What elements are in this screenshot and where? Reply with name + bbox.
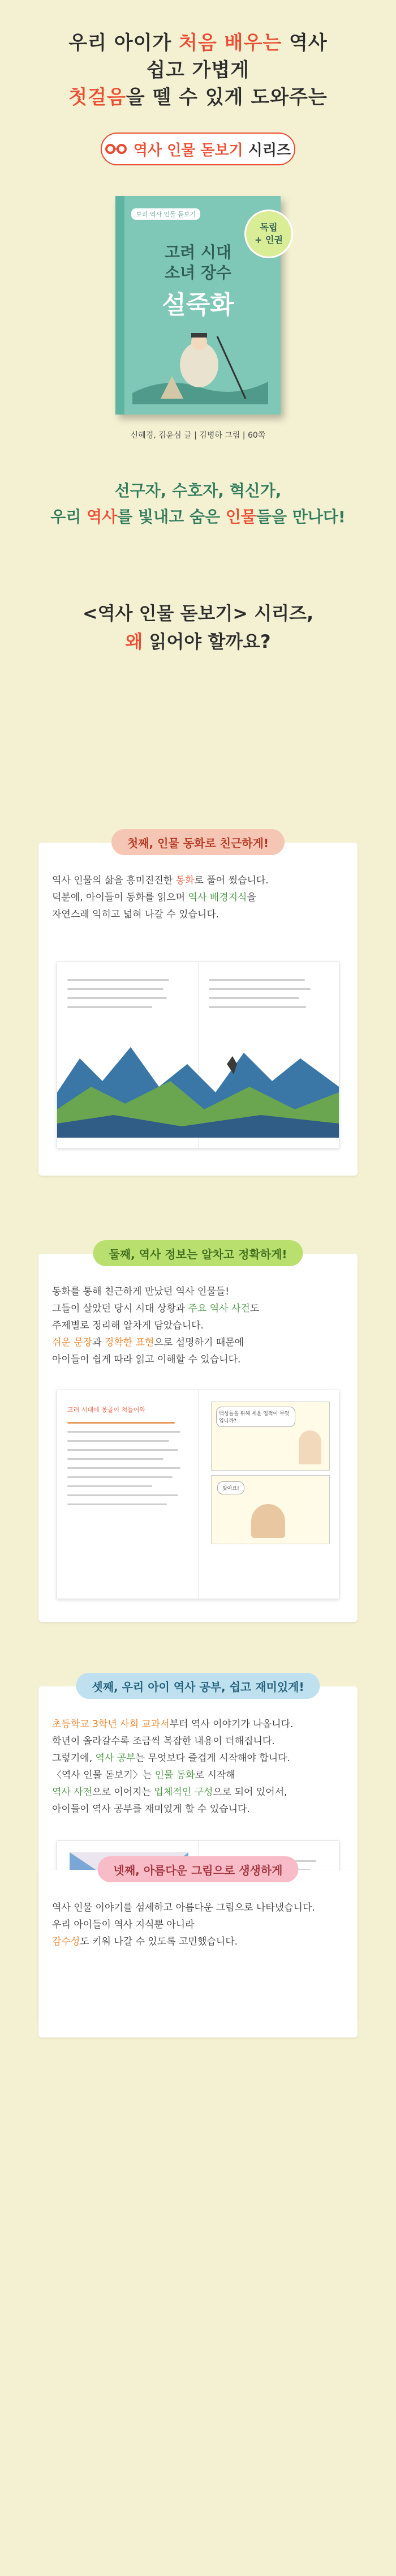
text-line (67, 988, 163, 990)
s2-p5: 아이들이 쉽게 따라 읽고 이해할 수 있습니다. (52, 1354, 241, 1365)
section-1-pill: 첫째, 인물 동화로 친근하게! (111, 829, 285, 855)
section-card-2 (38, 1247, 358, 1622)
section-card-1 (38, 836, 358, 1176)
tagline-line1: 선구자, 수호자, 혁신가, (114, 481, 282, 500)
tagline (0, 478, 396, 530)
text-line (67, 997, 167, 999)
tagline-line2-a: 우리 (50, 507, 87, 526)
s2-p4-a: 과 (92, 1337, 105, 1348)
s1-p3: 자연스레 익히고 넓혀 나갈 수 있습니다. (52, 909, 219, 920)
s1-p1-a: 역사 인물의 삶을 흥미진진한 (52, 875, 176, 886)
s3-p3-hl: 역사 공부 (95, 1753, 136, 1764)
text-line (67, 1458, 163, 1460)
s2-p1: 동화를 통해 친근하게 만났던 역사 인물들! (52, 1286, 230, 1297)
s1-p2-hl: 역사 배경지식 (188, 892, 247, 903)
glasses-icon (105, 143, 127, 155)
character-figure (299, 1430, 321, 1464)
hero-line1-b: 역사 (282, 32, 328, 54)
hero-line1-a: 우리 아이가 (68, 32, 179, 54)
section-3-text (38, 1716, 358, 1818)
s3-p4-b: 로 시작해 (195, 1770, 235, 1781)
s3-p5-b: 으로 되어 있어서, (213, 1787, 287, 1798)
text-line (209, 988, 311, 990)
text-line (67, 1006, 152, 1008)
book-title (115, 242, 281, 283)
s2-p2-hl: 주요 역사 사건 (188, 1303, 250, 1314)
s4-p2: 우리 아이들이 역사 지식뿐 아니라 (52, 1919, 195, 1930)
hero-line2: 쉽고 가볍게 (146, 59, 250, 82)
section-4-text (38, 1899, 358, 1950)
book-illustration (132, 325, 268, 404)
why-line2-highlight: 왜 (125, 631, 143, 652)
section-2-pill: 둘째, 역사 정보는 알차고 정확하게! (93, 1240, 303, 1266)
text-line (67, 1440, 169, 1442)
s4-p3 (38, 1933, 358, 1950)
s4-p3-b: 도 키워 나갈 수 있도록 고민했습니다. (80, 1936, 238, 1947)
text-line (209, 1006, 306, 1008)
text-line (67, 1431, 180, 1433)
s1-p2-b: 을 (247, 892, 256, 903)
tagline-line2-highlight2: 인물 (225, 507, 256, 526)
section-4-pill: 넷째, 아름다운 그림으로 생생하게 (98, 1856, 299, 1882)
why-heading (0, 599, 396, 656)
s3-p2: 학년이 올라갈수록 조금씩 복잡한 내용이 더해집니다. (52, 1736, 275, 1747)
character-figure (251, 1504, 285, 1538)
hero-header (0, 0, 396, 656)
inner-heading: 고려 시대에 몽골이 쳐들어와 (67, 1406, 146, 1413)
series-suffix: 시리즈 (243, 142, 291, 159)
s4-p1: 역사 인물 이야기를 섬세하고 아름다운 그림으로 나타냈습니다. (52, 1902, 315, 1913)
text-line (67, 1476, 173, 1478)
book-title-line2: 소녀 장수 (165, 263, 231, 282)
text-line (67, 1467, 180, 1469)
s1-p2-a: 덕분에, 아이들이 동화를 읽으며 (52, 892, 188, 903)
series-badge (101, 133, 295, 165)
book-name: 설죽화 (162, 291, 234, 319)
book-title-line1: 고려 시대 (165, 243, 231, 262)
s2-p4-b: 으로 설명하기 때문에 (154, 1337, 244, 1348)
s3-p5-hl2: 입체적인 구성 (154, 1787, 213, 1798)
section-3-pill: 셋째, 우리 아이 역사 공부, 쉽고 재미있게! (76, 1673, 320, 1699)
s2-p2-a: 그들이 살았던 당시 시대 상황과 (52, 1303, 188, 1314)
book-credits: 신혜경, 김윤심 글 | 김병하 그림 | 60쪽 (130, 431, 266, 440)
series-name: 역사 인물 돋보기 (133, 142, 243, 159)
text-line (209, 997, 299, 999)
book-series-badge: 보리 역사 인물 돋보기 (131, 208, 200, 220)
hero-line3-b: 을 뗄 수 있게 도와주는 (126, 86, 328, 109)
text-line (67, 1485, 152, 1487)
s3-p5-hl: 역사 사전 (52, 1787, 93, 1798)
s4-p3-hl: 감수성 (52, 1936, 80, 1947)
text-line (67, 1449, 178, 1451)
hero-line3-highlight: 첫걸음 (68, 86, 126, 109)
section-card-4 (38, 1863, 358, 2037)
s2-p2-b: 도 (249, 1303, 260, 1314)
s3-p4-hl: 인물 동화 (154, 1770, 195, 1781)
s1-p1-hl: 동화 (175, 875, 195, 886)
book-category-2: + 인권 (255, 234, 283, 245)
s3-p1-b: 부터 역사 이야기가 나옵니다. (169, 1719, 294, 1730)
book-cover (115, 196, 281, 415)
text-line (67, 1422, 175, 1424)
hero-line1-highlight: 처음 배우는 (179, 32, 282, 54)
s1-p1-b: 로 풀어 썼습니다. (194, 875, 269, 886)
section-2-text (38, 1283, 358, 1368)
comic-panel-1 (211, 1402, 330, 1471)
text-line (67, 979, 169, 981)
s3-p3-b: 는 무엇보다 즐겁게 시작해야 합니다. (135, 1753, 290, 1764)
why-line1: <역사 인물 돋보기> 시리즈, (82, 603, 314, 624)
s2-p4-hl1: 쉬운 문장 (52, 1337, 93, 1348)
why-line2-b: 읽어야 할까요? (143, 631, 271, 652)
book-category-1: 독립 (260, 222, 278, 233)
s3-p4-a: 〈역사 인물 돋보기〉는 (52, 1770, 155, 1781)
s3-p1-hl: 초등학교 3학년 사회 교과서 (52, 1719, 170, 1730)
section-2-sample-spread (57, 1390, 339, 1599)
text-line (209, 979, 305, 981)
text-line (67, 1503, 167, 1505)
comic-panel-2 (211, 1475, 330, 1544)
tagline-line2-b: 를 빛내고 숨은 (117, 507, 226, 526)
section-1-sample-spread (57, 962, 339, 1148)
s3-p5-a: 으로 이어지는 (92, 1787, 154, 1798)
text-line (67, 1494, 178, 1496)
speech-bubble: 백성들을 위해 세운 업적이 무엇입니까? (216, 1407, 295, 1427)
s2-p4-hl2: 정확한 표현 (104, 1337, 154, 1348)
s2-p3: 주제별로 정리해 알차게 담았습니다. (52, 1320, 204, 1331)
tagline-line2-highlight1: 역사 (87, 507, 118, 526)
landscape-illustration (57, 1024, 339, 1138)
hero-headline (0, 29, 396, 111)
tagline-line2-c: 들을 만나다! (256, 507, 346, 526)
s3-p6: 아이들이 역사 공부를 재미있게 할 수 있습니다. (52, 1804, 250, 1815)
s3-p3-a: 그렇기에, (52, 1753, 96, 1764)
speech-bubble: 맞아요! (217, 1481, 244, 1494)
spread-gutter (198, 1390, 199, 1599)
section-1-text (38, 872, 358, 923)
